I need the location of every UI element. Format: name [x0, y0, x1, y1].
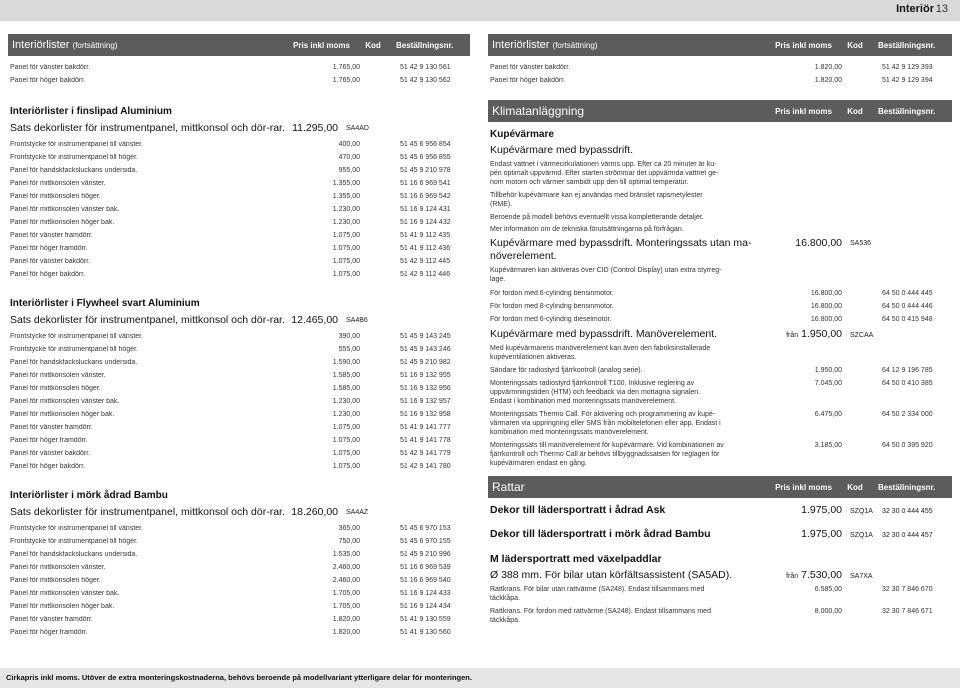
row-name: Panel för mittkonsolen höger bak.	[10, 219, 115, 226]
row-name: Sändare för radiostyrd fjärrkontroll (analog serie).	[490, 367, 643, 374]
table-row	[8, 242, 470, 255]
row-name: Panel för mittkonsolen vänster.	[10, 180, 106, 187]
item-row	[488, 237, 952, 263]
row-order: 51 41 9 130 559	[400, 616, 451, 623]
table-row	[8, 216, 470, 229]
table-row	[8, 447, 470, 460]
product-price: 7.530,00	[801, 569, 842, 581]
left-groups	[8, 105, 470, 639]
row-price: 1.585,00	[332, 372, 360, 379]
row-name: Panel för vänster bakdörr.	[490, 64, 571, 71]
product-from: från	[786, 573, 799, 580]
row-order: 51 16 9 132 957	[400, 398, 451, 405]
table-row	[488, 441, 952, 468]
row-name: Panel för vänster framdörr.	[10, 424, 93, 431]
product-group	[8, 297, 470, 473]
set-name: Sats dekorlister för instrumentpanel, mittkonsol och dör-rar.	[10, 314, 285, 326]
row-order: 51 45 6 956 854	[400, 141, 451, 148]
product-order: 32 30 0 444 455	[882, 508, 933, 515]
table-row	[8, 369, 470, 382]
row-price: 1.535,00	[332, 551, 360, 558]
row-name: Frontstycke för instrumentpanel till höger.	[10, 346, 139, 353]
product-row	[488, 569, 952, 581]
row-order: 51 41 9 130 560	[400, 629, 451, 636]
row-price: 1.230,00	[332, 219, 360, 226]
row-order: 51 16 6 969 541	[400, 180, 451, 187]
row-name: Panel för mittkonsolen vänster bak.	[10, 206, 120, 213]
row-price: 1.075,00	[332, 258, 360, 265]
row-order: 51 42 9 129 393	[882, 64, 933, 71]
climate-header: Klimatanläggning Pris inkl moms Kod Beställningsnr.	[488, 100, 952, 122]
row-price: 3.185,00	[814, 442, 842, 449]
set-price: 11.295,00	[292, 122, 338, 134]
row-price: 1.590,00	[332, 359, 360, 366]
row-name: Monteringssats till manöverelement för kupévärmare. Vid kombinationen av fjärrkontroll och Thermo Call är behövs tillbyggnadssatsen för reglagen för kupévärmaren endast en gång.	[490, 442, 724, 467]
row-order: 51 42 9 130 561	[400, 64, 451, 71]
row-order: 51 42 9 129 394	[882, 77, 933, 84]
row-order: 51 41 9 112 436	[400, 245, 451, 252]
set-row	[8, 122, 470, 135]
item-text: Kupévärmaren kan aktiveras över CID (Control Display) utan extra styrreg- lage.	[490, 267, 722, 283]
table-row	[488, 607, 952, 625]
row-name: Frontstycke för instrumentpanel till vänster.	[10, 525, 144, 532]
set-code: SA4B6	[346, 317, 368, 324]
product-group	[8, 105, 470, 281]
set-code: SA4AZ	[346, 509, 369, 516]
row-order: 51 16 6 969 539	[400, 564, 451, 571]
row-price: 16.800,00	[810, 290, 842, 297]
table-row	[8, 177, 470, 190]
row-price: 7.045,00	[814, 380, 842, 387]
row-price: 1.820,00	[814, 64, 842, 71]
table-row	[488, 366, 952, 375]
row-order: 51 16 6 969 542	[400, 193, 451, 200]
row-name: Panel för mittkonsolen vänster.	[10, 564, 106, 571]
table-row	[8, 548, 470, 561]
row-name: Panel för handskfacksluckans undersida.	[10, 167, 138, 174]
row-price: 1.075,00	[332, 271, 360, 278]
table-row	[488, 585, 952, 603]
row-price: 1.230,00	[332, 398, 360, 405]
row-name: Panel för höger bakdörr.	[490, 77, 566, 84]
row-name: Panel för vänster bakdörr.	[10, 258, 91, 265]
row-order: 32 30 7 846 671	[882, 608, 933, 615]
table-row	[8, 74, 470, 87]
row-name: Frontstycke för instrumentpanel till höger.	[10, 538, 139, 545]
item-code: SA536	[850, 240, 872, 247]
row-name: Frontstycke för instrumentpanel till vänster.	[10, 141, 144, 148]
row-price: 1.950,00	[814, 367, 842, 374]
row-order: 51 42 9 141 780	[400, 463, 451, 470]
row-price: 400,00	[338, 141, 360, 148]
row-price: 1.230,00	[332, 411, 360, 418]
table-row	[8, 434, 470, 447]
row-order: 51 16 9 124 434	[400, 603, 451, 610]
row-price: 1.075,00	[332, 450, 360, 457]
row-name: Panel för mittkonsolen höger.	[10, 577, 101, 584]
product-code: SA7XA	[850, 573, 873, 580]
item-text: Mer information om de tekniska förutsättningarna på förfrågan.	[490, 226, 684, 233]
row-price: 750,00	[338, 538, 360, 545]
table-row	[8, 164, 470, 177]
set-row	[8, 314, 470, 327]
left-top-rows	[8, 56, 470, 87]
row-order: 51 16 9 132 955	[400, 372, 451, 379]
table-row	[8, 600, 470, 613]
row-name: Panel för handskfacksluckans undersida.	[10, 551, 138, 558]
section-header	[8, 34, 470, 56]
group-title: Interiörlister i Flywheel svart Aluminium	[10, 298, 200, 309]
code-header: Kod	[365, 40, 381, 50]
group-title: Interiörlister i mörk ådrad Bambu	[10, 490, 168, 501]
product-name: Ø 388 mm. För bilar utan körfältsassistent (SA5AD).	[490, 569, 733, 581]
row-order: 64 50 0 444 445	[882, 290, 933, 297]
table-row	[8, 408, 470, 421]
table-row	[8, 61, 470, 74]
group-rows	[8, 330, 470, 473]
set-price: 18.260,00	[291, 506, 338, 518]
item-from: från	[786, 332, 799, 339]
row-price: 1.075,00	[332, 232, 360, 239]
table-row	[8, 190, 470, 203]
row-order: 64 50 0 395 920	[882, 442, 933, 449]
section-title: Interiörlister (fortsättning)	[12, 39, 118, 51]
product-code: SZQ1A	[850, 508, 873, 515]
row-order: 51 45 9 210 996	[400, 551, 451, 558]
row-name: Panel för mittkonsolen höger bak.	[10, 603, 115, 610]
row-order: 51 45 9 143 246	[400, 346, 451, 353]
top-bar	[0, 0, 960, 21]
item-price: 16.800,00	[795, 237, 842, 249]
row-order: 51 16 9 124 433	[400, 590, 451, 597]
item-rows	[488, 366, 952, 468]
row-order: 51 16 6 969 540	[400, 577, 451, 584]
item-text: Endast vattnet i värmecirkulationen värms upp. Efter ca 20 minuter är ku- pén optimalt uppvärmd. Efter starten strömmar det uppvärmda vattnet ge- nom motorn och värmer sambidt upp den till optimal temperatur.	[490, 161, 719, 186]
table-row	[8, 151, 470, 164]
item-row	[488, 328, 952, 340]
section-title-right: Interiörlister (fortsättning)	[492, 39, 598, 51]
table-row	[8, 587, 470, 600]
row-price: 365,00	[338, 525, 360, 532]
row-name: Panel för mittkonsolen höger.	[10, 193, 101, 200]
table-row	[8, 229, 470, 242]
table-row	[8, 460, 470, 473]
product-name: Dekor till lädersportratt i ådrad Ask	[490, 504, 666, 516]
row-order: 51 45 6 970 155	[400, 538, 451, 545]
row-name: Monteringssats radiostyrd fjärrkontroll T100. Inklusive reglering av uppvärmningstiden (HTM) och feedback via den mottagna signalen. Endast i kombination med monteringssats manöverelement.	[490, 380, 701, 405]
row-order: 51 45 9 143 245	[400, 333, 451, 340]
set-price: 12.465,00	[291, 314, 338, 326]
row-price: 6.585,00	[814, 586, 842, 593]
row-price: 1.820,00	[332, 629, 360, 636]
table-row	[8, 395, 470, 408]
row-price: 1.075,00	[332, 463, 360, 470]
row-order: 51 45 6 970 153	[400, 525, 451, 532]
product-name: Dekor till lädersportratt i mörk ådrad Bambu	[490, 528, 711, 540]
product-row	[488, 528, 952, 552]
footer	[0, 668, 960, 688]
row-name: Panel för höger framdörr.	[10, 437, 88, 444]
row-order: 51 42 9 112 445	[400, 258, 451, 265]
table-row	[8, 535, 470, 548]
row-name: Panel för höger bakdörr.	[10, 77, 86, 84]
chapter-title: Interiör	[896, 3, 934, 15]
product-price: 1.975,00	[801, 504, 842, 516]
item-title: Kupévärmare med bypassdrift.	[490, 144, 633, 156]
table-row	[8, 343, 470, 356]
group-rows	[8, 522, 470, 639]
item-order	[882, 237, 952, 263]
left-column	[8, 34, 470, 639]
row-price: 1.585,00	[332, 385, 360, 392]
row-name: För fordon med 6-cylindrig bensinmotor.	[490, 290, 614, 297]
set-code: SA4AD	[346, 125, 369, 132]
row-order: 51 45 9 210 978	[400, 167, 451, 174]
row-price: 1.705,00	[332, 590, 360, 597]
product-group	[8, 489, 470, 639]
row-price: 470,00	[338, 154, 360, 161]
table-row	[488, 379, 952, 406]
row-price: 2.460,00	[332, 564, 360, 571]
table-row	[8, 356, 470, 369]
item-price: 1.950,00	[801, 328, 842, 340]
product-price: 1.975,00	[801, 528, 842, 540]
row-name: Rattkrans. För bilar utan rattvärme (SA248). Endast tillsammans med täckkåpa.	[490, 586, 705, 602]
table-row	[488, 300, 952, 313]
row-price: 555,00	[338, 346, 360, 353]
row-name: Panel för mittkonsolen höger bak.	[10, 411, 115, 418]
order-header: Beställningsnr.	[396, 40, 454, 50]
table-row	[488, 410, 952, 437]
table-row	[8, 255, 470, 268]
row-order: 51 16 9 132 958	[400, 411, 451, 418]
table-row	[8, 138, 470, 151]
row-price: 1.075,00	[332, 437, 360, 444]
climate-subtitle: Kupévärmare	[490, 129, 554, 140]
row-price: 1.705,00	[332, 603, 360, 610]
right-column	[488, 34, 952, 629]
table-row	[8, 203, 470, 216]
footer-note: Cirkapris inkl moms. Utöver de extra monteringskostnaderna, behövs beroende på modellvariant ytterligare delar för monteringen.	[6, 673, 472, 682]
row-name: För fordon med 8-cylindrig bensinmotor.	[490, 303, 614, 310]
row-name: Panel för mittkonsolen vänster bak.	[10, 590, 120, 597]
rattar-header: Rattar Pris inkl moms Kod Beställningsnr.	[488, 476, 952, 498]
row-price: 1.820,00	[332, 616, 360, 623]
row-order: 64 50 0 410 385	[882, 380, 933, 387]
row-order: 51 41 9 141 777	[400, 424, 451, 431]
row-name: Panel för vänster framdörr.	[10, 232, 93, 239]
row-name: Panel för vänster bakdörr.	[10, 450, 91, 457]
item-title: Kupévärmare med bypassdrift. Manöverelement.	[490, 328, 718, 340]
product-rows	[488, 585, 952, 625]
row-order: 51 16 9 132 956	[400, 385, 451, 392]
table-row	[8, 626, 470, 639]
table-row	[8, 330, 470, 343]
row-price: 16.800,00	[810, 303, 842, 310]
row-order: 51 16 9 124 431	[400, 206, 451, 213]
row-order: 64 50 0 415 948	[882, 316, 933, 323]
row-price: 8.000,00	[814, 608, 842, 615]
section-header-right: Interiörlister (fortsättning) Pris inkl moms Kod Beställningsnr.	[488, 34, 952, 56]
row-order: 64 50 2 334 000	[882, 411, 933, 418]
right-top-rows	[488, 56, 952, 87]
item-rows	[488, 284, 952, 326]
row-name: Panel för handskfacksluckans undersida.	[10, 359, 138, 366]
row-order: 64 12 9 196 785	[882, 367, 933, 374]
row-name: Frontstycke för instrumentpanel till höger.	[10, 154, 139, 161]
row-order: 51 42 9 130 562	[400, 77, 451, 84]
row-name: För fordon med 6-cylindrig dieselmotor.	[490, 316, 612, 323]
table-row	[8, 613, 470, 626]
item-title: Kupévärmare med bypassdrift. Monteringssats utan ma- növerelement.	[490, 237, 752, 262]
item-text: Tillbehör kupévärmare kan ej användas med bränslet rapsmetylester (RME).	[490, 192, 703, 208]
row-name: Panel för mittkonsolen höger.	[10, 385, 101, 392]
row-price: 955,00	[338, 167, 360, 174]
row-name: Panel för höger framdörr.	[10, 629, 88, 636]
price-header: Pris inkl moms	[293, 40, 350, 50]
row-price: 1.075,00	[332, 424, 360, 431]
row-order: 51 41 9 141 778	[400, 437, 451, 444]
row-name: Panel för vänster bakdörr.	[10, 64, 91, 71]
row-name: Panel för höger bakdörr.	[10, 463, 86, 470]
row-order: 32 30 7 846 670	[882, 586, 933, 593]
row-price: 1.820,00	[814, 77, 842, 84]
row-order: 51 16 9 124 432	[400, 219, 451, 226]
row-price: 1.765,00	[332, 77, 360, 84]
row-name: Panel för mittkonsolen vänster.	[10, 372, 106, 379]
product-order: 32 30 0 444 457	[882, 532, 933, 539]
table-row	[488, 313, 952, 326]
row-order: 51 41 9 112 435	[400, 232, 451, 239]
row-name: Rattkrans. För fordon med rattvärme (SA248). Endast tillsammans med täckkåpa.	[490, 608, 711, 624]
row-price: 1.355,00	[332, 193, 360, 200]
row-price: 1.230,00	[332, 206, 360, 213]
row-price: 1.355,00	[332, 180, 360, 187]
row-name: Monteringssats Thermo Call. För aktivering och programmering av kupé- värmaren via uppringning eller SMS från mobiltelefonen eller app. Endast i kombination med monteringssats manöverelement.	[490, 411, 721, 436]
table-row	[8, 268, 470, 281]
product-row	[488, 504, 952, 528]
product-code: SZQ1A	[850, 532, 873, 539]
row-name: Frontstycke för instrumentpanel till vänster.	[10, 333, 144, 340]
table-row	[488, 61, 952, 74]
row-name: Panel för höger framdörr.	[10, 245, 88, 252]
row-order: 51 45 6 956 855	[400, 154, 451, 161]
row-name: Panel för vänster framdörr.	[10, 616, 93, 623]
row-name: Panel för höger bakdörr.	[10, 271, 86, 278]
table-row	[8, 421, 470, 434]
row-order: 51 42 9 141 779	[400, 450, 451, 457]
rattar-body	[488, 498, 952, 625]
set-name: Sats dekorlister för instrumentpanel, mittkonsol och dör-rar.	[10, 122, 285, 134]
climate-body	[488, 122, 952, 468]
row-name: Panel för mittkonsolen vänster bak.	[10, 398, 120, 405]
group-title: Interiörlister i finslipad Aluminium	[10, 106, 172, 117]
row-price: 390,00	[338, 333, 360, 340]
table-row	[8, 574, 470, 587]
row-price: 1.765,00	[332, 64, 360, 71]
table-row	[8, 522, 470, 535]
set-name: Sats dekorlister för instrumentpanel, mittkonsol och dör-rar.	[10, 506, 285, 518]
set-row	[8, 506, 470, 519]
table-row	[8, 561, 470, 574]
table-row	[8, 382, 470, 395]
item-text: Med kupévärmarens manöverelement kan även den fabriksinstallerade kupéventilationen aktiveras.	[490, 345, 711, 361]
row-price: 6.475,00	[814, 411, 842, 418]
row-price: 2.460,00	[332, 577, 360, 584]
row-order: 64 50 0 444 446	[882, 303, 933, 310]
row-price: 1.075,00	[332, 245, 360, 252]
group-rows	[8, 138, 470, 281]
item-code: SZCAA	[850, 332, 874, 339]
row-order: 51 45 9 210 982	[400, 359, 451, 366]
page-number: 13	[935, 3, 948, 15]
row-price: 16.800,00	[810, 316, 842, 323]
table-row	[488, 74, 952, 87]
row-order: 51 42 9 112 446	[400, 271, 451, 278]
table-row	[488, 287, 952, 300]
item-text: Beroende på modell behövs eventuellt vissa kompletterande detaljer.	[490, 214, 704, 221]
product-title: M lädersportratt med växelpaddlar	[490, 553, 662, 565]
